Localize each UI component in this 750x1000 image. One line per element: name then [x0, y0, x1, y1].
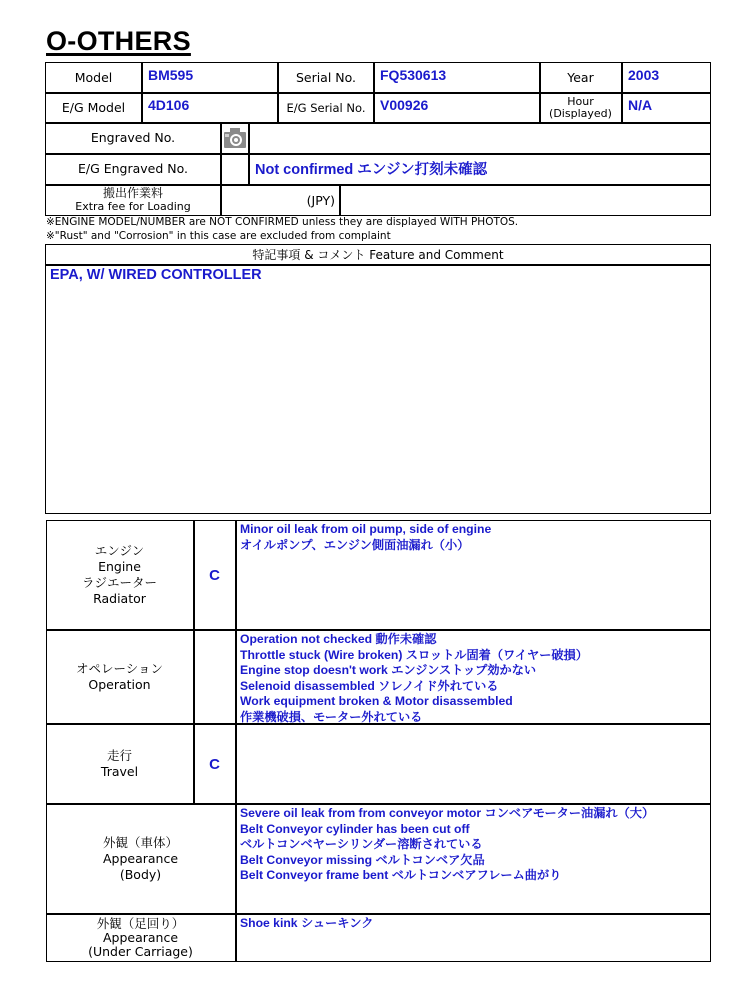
hour-value: N/A	[628, 97, 653, 113]
appearance-body-comments	[240, 806, 654, 884]
fee-unit: (JPY)	[306, 192, 335, 208]
comment-line: Belt Conveyor cylinder has been cut off	[240, 821, 470, 836]
year-value: 2003	[628, 67, 660, 83]
serial-value: FQ530613	[380, 67, 447, 83]
eg-engraved-value: Not confirmed エンジン打刻未確認	[255, 162, 488, 178]
hour-label-line1: Hour	[567, 94, 594, 108]
eg-model-label: E/G Model	[61, 100, 126, 115]
radiator-label-jp: ラジエーター	[81, 575, 157, 590]
appearance-body-label-jp: 外観（車体）	[102, 835, 178, 850]
comment-line: Throttle stuck (Wire broken) スロットル固着（ワイヤー破損）	[240, 647, 588, 662]
camera-icon[interactable]	[221, 124, 248, 152]
appearance-body-label-en: Appearance	[102, 851, 179, 866]
comment-line: Severe oil leak from from conveyor motor コンベアモーター油漏れ（大）	[240, 806, 655, 820]
year-label: Year	[567, 70, 594, 85]
travel-label	[46, 724, 193, 804]
comment-line: Work equipment broken & Motor disassembled	[240, 694, 513, 709]
comment-line: Belt Conveyor frame bent ベルトコンベアフレーム曲がり	[240, 868, 562, 883]
eg-serial-value: V00926	[380, 97, 429, 113]
undercarriage-comments	[240, 916, 373, 932]
comment-line: Selenoid disassembled ソレノイド外れている	[240, 678, 499, 693]
engine-label	[46, 520, 193, 630]
engine-label-en: Engine	[98, 559, 141, 574]
page-title: O-OTHERS	[46, 26, 191, 56]
model-value: BM595	[148, 67, 194, 83]
engine-comments	[240, 522, 491, 553]
comment-line: 作業機破損、モーター外れている	[240, 709, 423, 724]
operation-grade	[194, 630, 235, 724]
fee-label-en: Extra fee for Loading	[75, 200, 191, 213]
operation-label	[46, 630, 193, 724]
eg-model-value: 4D106	[148, 97, 190, 113]
hour-label	[540, 92, 621, 123]
undercarriage-label-en: Appearance	[102, 930, 179, 945]
engraved-label: Engraved No.	[90, 130, 176, 145]
serial-label: Serial No.	[295, 70, 357, 85]
operation-label-jp: オペレーション	[75, 661, 163, 676]
engine-label-jp: エンジン	[94, 543, 145, 558]
comment-line: オイルポンプ、エンジン側面油漏れ（小）	[240, 537, 470, 552]
comment-line: Belt Conveyor missing ベルトコンベア欠品	[240, 852, 485, 867]
travel-label-en: Travel	[100, 764, 139, 779]
engine-grade: C	[209, 566, 220, 584]
travel-label-jp: 走行	[106, 748, 132, 763]
radiator-label-en: Radiator	[93, 591, 146, 606]
fee-label	[45, 184, 221, 216]
eg-engraved-label: E/G Engraved No.	[77, 161, 189, 176]
undercarriage-label	[46, 914, 235, 962]
note-engine-confirmation: ※ENGINE MODEL/NUMBER are NOT CONFIRMED unless they are displayed WITH PHOTOS.	[46, 216, 519, 228]
comment-line: Minor oil leak from oil pump, side of engine	[240, 522, 492, 536]
feature-header: 特記事項 & コメント Feature and Comment	[252, 247, 504, 262]
fee-label-jp: 搬出作業料	[102, 186, 163, 200]
operation-label-en: Operation	[88, 677, 151, 692]
comment-line: ベルトコンベヤーシリンダー溶断されている	[240, 837, 483, 852]
hour-label-line2: (Displayed)	[549, 106, 612, 120]
note-rust-exclusion: ※"Rust" and "Corrosion" in this case are excluded from complaint	[46, 230, 391, 242]
feature-box	[45, 244, 711, 514]
appearance-body-label	[46, 804, 235, 914]
travel-grade: C	[209, 755, 220, 773]
undercarriage-label-jp: 外観（足回り）	[96, 916, 185, 931]
operation-comments	[240, 632, 588, 726]
comment-line: Engine stop doesn't work エンジンストップ効かない	[240, 663, 537, 678]
appearance-body-label-en2: (Body)	[119, 867, 162, 882]
comment-line: Operation not checked 動作未確認	[240, 632, 437, 646]
eg-serial-label: E/G Serial No.	[286, 100, 366, 115]
comment-line: Shoe kink シューキンク	[240, 916, 374, 930]
undercarriage-label-en2: (Under Carriage)	[88, 944, 193, 959]
feature-text: EPA, W/ WIRED CONTROLLER	[50, 267, 262, 283]
model-label: Model	[74, 70, 113, 85]
fee-value[interactable]	[341, 186, 709, 214]
